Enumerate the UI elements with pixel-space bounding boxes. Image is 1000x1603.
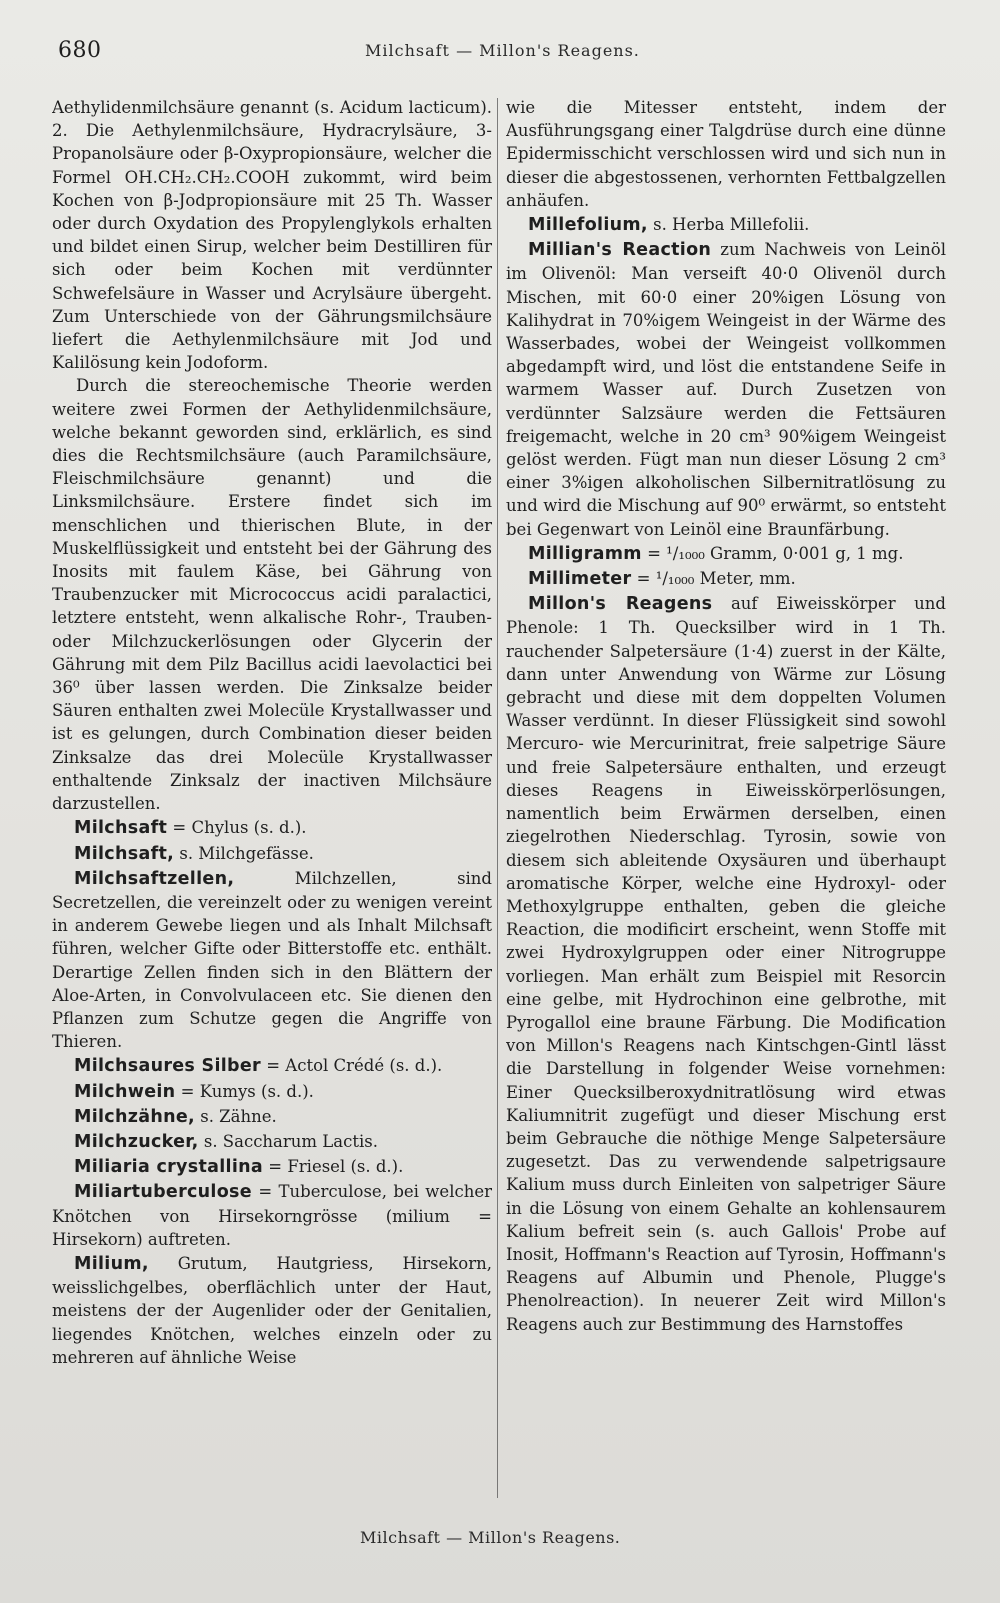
- entry-text: = ¹/₁₀₀₀ Gramm, 0·001 g, 1 mg.: [641, 543, 904, 563]
- left-column: [52, 96, 492, 1506]
- running-head: Milchsaft — Millon's Reagens.: [365, 41, 640, 60]
- entry-milchzucker: [52, 1130, 492, 1154]
- entry-miliaria: [52, 1155, 492, 1179]
- entry-term: Milchsaures Silber: [74, 1056, 261, 1077]
- entry-millefolium: [506, 213, 946, 237]
- entry-text: = Kumys (s. d.).: [175, 1081, 314, 1101]
- entry-milchwein: [52, 1080, 492, 1104]
- entry-term: Miliartuberculose: [74, 1182, 252, 1203]
- right-column: [506, 96, 946, 1506]
- entry-text: Grutum, Hautgriess, Hirsekorn, weisslichgelbes, oberflächlich unter der Haut, meistens der der Augenlider oder der Genitalien, liegendes Knötchen, welches einzeln oder zu mehreren auf ähnliche Weise: [52, 1253, 492, 1367]
- entry-term: Millon's Reagens: [528, 594, 713, 615]
- entry-text: auf Eiweisskörper und Phenole: 1 Th. Quecksilber wird in 1 Th. rauchender Salpetersäure (1·4) zuerst in der Kälte, dann unter Anwendung von Wärme zur Lösung gebracht und diese mit dem doppelten Volumen Wasser verdünnt. In dieser Flüssigkeit sind sowohl Mercuro- wie Mercurinitrat, freie salpetrige Säure und freie Salpetersäure enthalten, und erzeugt dieses Reagens in Eiweisskörperlösungen, namentlich beim Erwärmen derselben, einen ziegelrothen Niederschlag. Tyrosin, sowie von diesem sich ableitende Oxysäuren und überhaupt aromatische Körper, welche eine Hydroxyl- oder Methoxylgruppe enthalten, geben die gleiche Reaction, die modificirt erscheint, wenn Stoffe mit zwei Hydroxylgruppen oder einer Nitrogruppe vorliegen. Man erhält zum Beispiel mit Resorcin eine gelbe, mit Hydrochinon eine gelbrothe, mit Pyrogallol eine braune Färbung. Die Modification von Millon's Reagens nach Kintschgen-Gintl lässt die Darstellung in folgender Weise vornehmen: Einer Quecksilberoxydnitratlösung wird etwas Kaliumnitrit zugefügt und dieser Mischung erst beim Gebrauche die nöthige Menge Salpetersäure zugesetzt. Das zu verwendende salpetrigsaure Kalium muss durch Einleiten von salpetriger Säure in die Lösung von einem Gehalte an kohlensaurem Kalium befreit sein (s. auch Gallois' Probe auf Inosit, Hoffmann's Reaction auf Tyrosin, Hoffmann's Reagens auf Albumin und Phenole, Plugge's Phenolreaction). In neuerer Zeit wird Millon's Reagens auch zur Bestimmung des Harnstoffes: [506, 594, 946, 1334]
- entry-text: = Chylus (s. d.).: [167, 818, 307, 838]
- entry-text: s. Zähne.: [194, 1106, 277, 1126]
- entry-text: Milchzellen, sind Secretzellen, die vereinzelt oder zu wenigen vereint in anderem Gewebe liegen und als Inhalt Milchsaft führen, welcher Gifte oder Bitterstoffe etc. enthält. Derartige Zellen finden sich in den Blättern der Aloe-Arten, in Convolvulaceen etc. Sie dienen den Pflanzen zum Schutze gegen die Angriffe von Thieren.: [52, 868, 492, 1052]
- entry-milchsaft-chylus: [52, 816, 492, 840]
- entry-term: Milchzucker,: [74, 1131, 199, 1152]
- entry-text: s. Herba Millefolii.: [647, 215, 810, 235]
- entry-term: Milchsaft: [74, 818, 168, 839]
- entry-term: Milchsaftzellen,: [74, 868, 235, 889]
- entry-millimeter: [506, 567, 946, 591]
- entry-text: = Friesel (s. d.).: [263, 1157, 404, 1177]
- entry-milchzaehne: [52, 1105, 492, 1129]
- entry-text: s. Saccharum Lactis.: [198, 1131, 378, 1151]
- entry-milchsaft-gefaesse: [52, 842, 492, 866]
- entry-text: = ¹/₁₀₀₀ Meter, mm.: [631, 569, 796, 589]
- paragraph: wie die Mitesser entsteht, indem der Ausführungsgang einer Talgdrüse durch eine dünne Epidermisschicht verschlossen wird und sich nun in dieser die abgestossenen, verhornten Fettbalgzellen anhäufen.: [506, 98, 946, 210]
- paragraph: Durch die stereochemische Theorie werden weitere zwei Formen der Aethylidenmilchsäure, welche bekannt geworden sind, erklärlich, es sind dies die Rechtsmilchsäure (auch Paramilchsäure, Fleischmilchsäure genannt) und die Linksmilchsäure. Erstere findet sich im menschlichen und thierischen Blute, in der Muskelflüssigkeit und entsteht bei der Gährung des Inosits mit faulem Käse, bei Gährung von Traubenzucker mit Micrococcus acidi paralactici, letztere entsteht, wenn alkalische Rohr-, Trauben- oder Milchzuckerlösungen oder Glycerin der Gährung mit dem Pilz Bacillus acidi laevolactici bei 36⁰ über lassen werden. Die Zinksalze beider Säuren enthalten zwei Molecüle Krystallwasser und ist es gelungen, durch Combination dieser beiden Zinksalze das drei Molecüle Krystallwasser enthaltende Zinksalz der inactiven Milchsäure darzustellen.: [52, 376, 492, 814]
- entry-milchsaures-silber: [52, 1054, 492, 1078]
- column-divider: [497, 98, 498, 1498]
- entry-milium: [52, 1252, 492, 1369]
- entry-term: Milchsaft,: [74, 843, 175, 864]
- entry-term: Milligramm: [528, 543, 642, 564]
- paragraph: Aethylidenmilchsäure genannt (s. Acidum lacticum). 2. Die Aethylenmilchsäure, Hydracrylsäure, 3-Propanolsäure oder β-Oxypropionsäure, welcher die Formel OH.CH₂.CH₂.COOH zukommt, wird beim Kochen von β-Jodpropionsäure mit 25 Th. Wasser oder durch Oxydation des Propylenglykols erhalten und bildet einen Sirup, welcher beim Destilliren für sich oder beim Kochen mit verdünnter Schwefelsäure in Wasser und Acrylsäure übergeht. Zum Unterschiede von der Gährungsmilchsäure liefert die Aethylenmilchsäure mit Jod und Kalilösung kein Jodoform.: [52, 98, 492, 373]
- entry-text: zum Nachweis von Leinöl im Olivenöl: Man verseift 40·0 Olivenöl durch Mischen, mit 60·0 einer 20%igen Lösung von Kalihydrat in 70%igem Weingeist in der Wärme des Wasserbades, wobei der Weingeist vollkommen abgedampft wird, und löst die entstandene Seife in warmem Wasser auf. Durch Zusetzen von verdünnter Salzsäure werden die Fettsäuren freigemacht, welche in 20 cm³ 90%igem Weingeist gelöst werden. Fügt man nun dieser Lösung 2 cm³ einer 3%igen alkoholischen Silbernitratlösung zu und wird die Mischung auf 90⁰ erwärmt, so entsteht bei Gegenwart von Leinöl eine Braunfärbung.: [506, 240, 946, 539]
- entry-text: = Actol Crédé (s. d.).: [260, 1056, 443, 1076]
- entry-text: s. Milchgefässe.: [174, 843, 314, 863]
- entry-term: Millefolium,: [528, 215, 648, 236]
- page-footer: Milchsaft — Millon's Reagens.: [360, 1528, 621, 1547]
- page-number: 680: [58, 38, 102, 63]
- entry-millons-reagens: [506, 592, 946, 1336]
- entry-millians-reaction: [506, 238, 946, 541]
- entry-term: Milchwein: [74, 1081, 176, 1102]
- entry-miliartuberculose: [52, 1180, 492, 1251]
- entry-term: Milium,: [74, 1253, 149, 1274]
- entry-term: Milchzähne,: [74, 1106, 195, 1127]
- entry-term: Millimeter: [528, 569, 632, 590]
- entry-term: Miliaria crystallina: [74, 1157, 264, 1178]
- entry-term: Millian's Reaction: [528, 240, 712, 261]
- entry-text: = Tuberculose, bei welcher Knötchen von Hirsekorngrösse (milium = Hirsekorn) auftreten.: [52, 1182, 492, 1249]
- entry-milchsaftzellen: [52, 867, 492, 1054]
- entry-milligramm: [506, 542, 946, 566]
